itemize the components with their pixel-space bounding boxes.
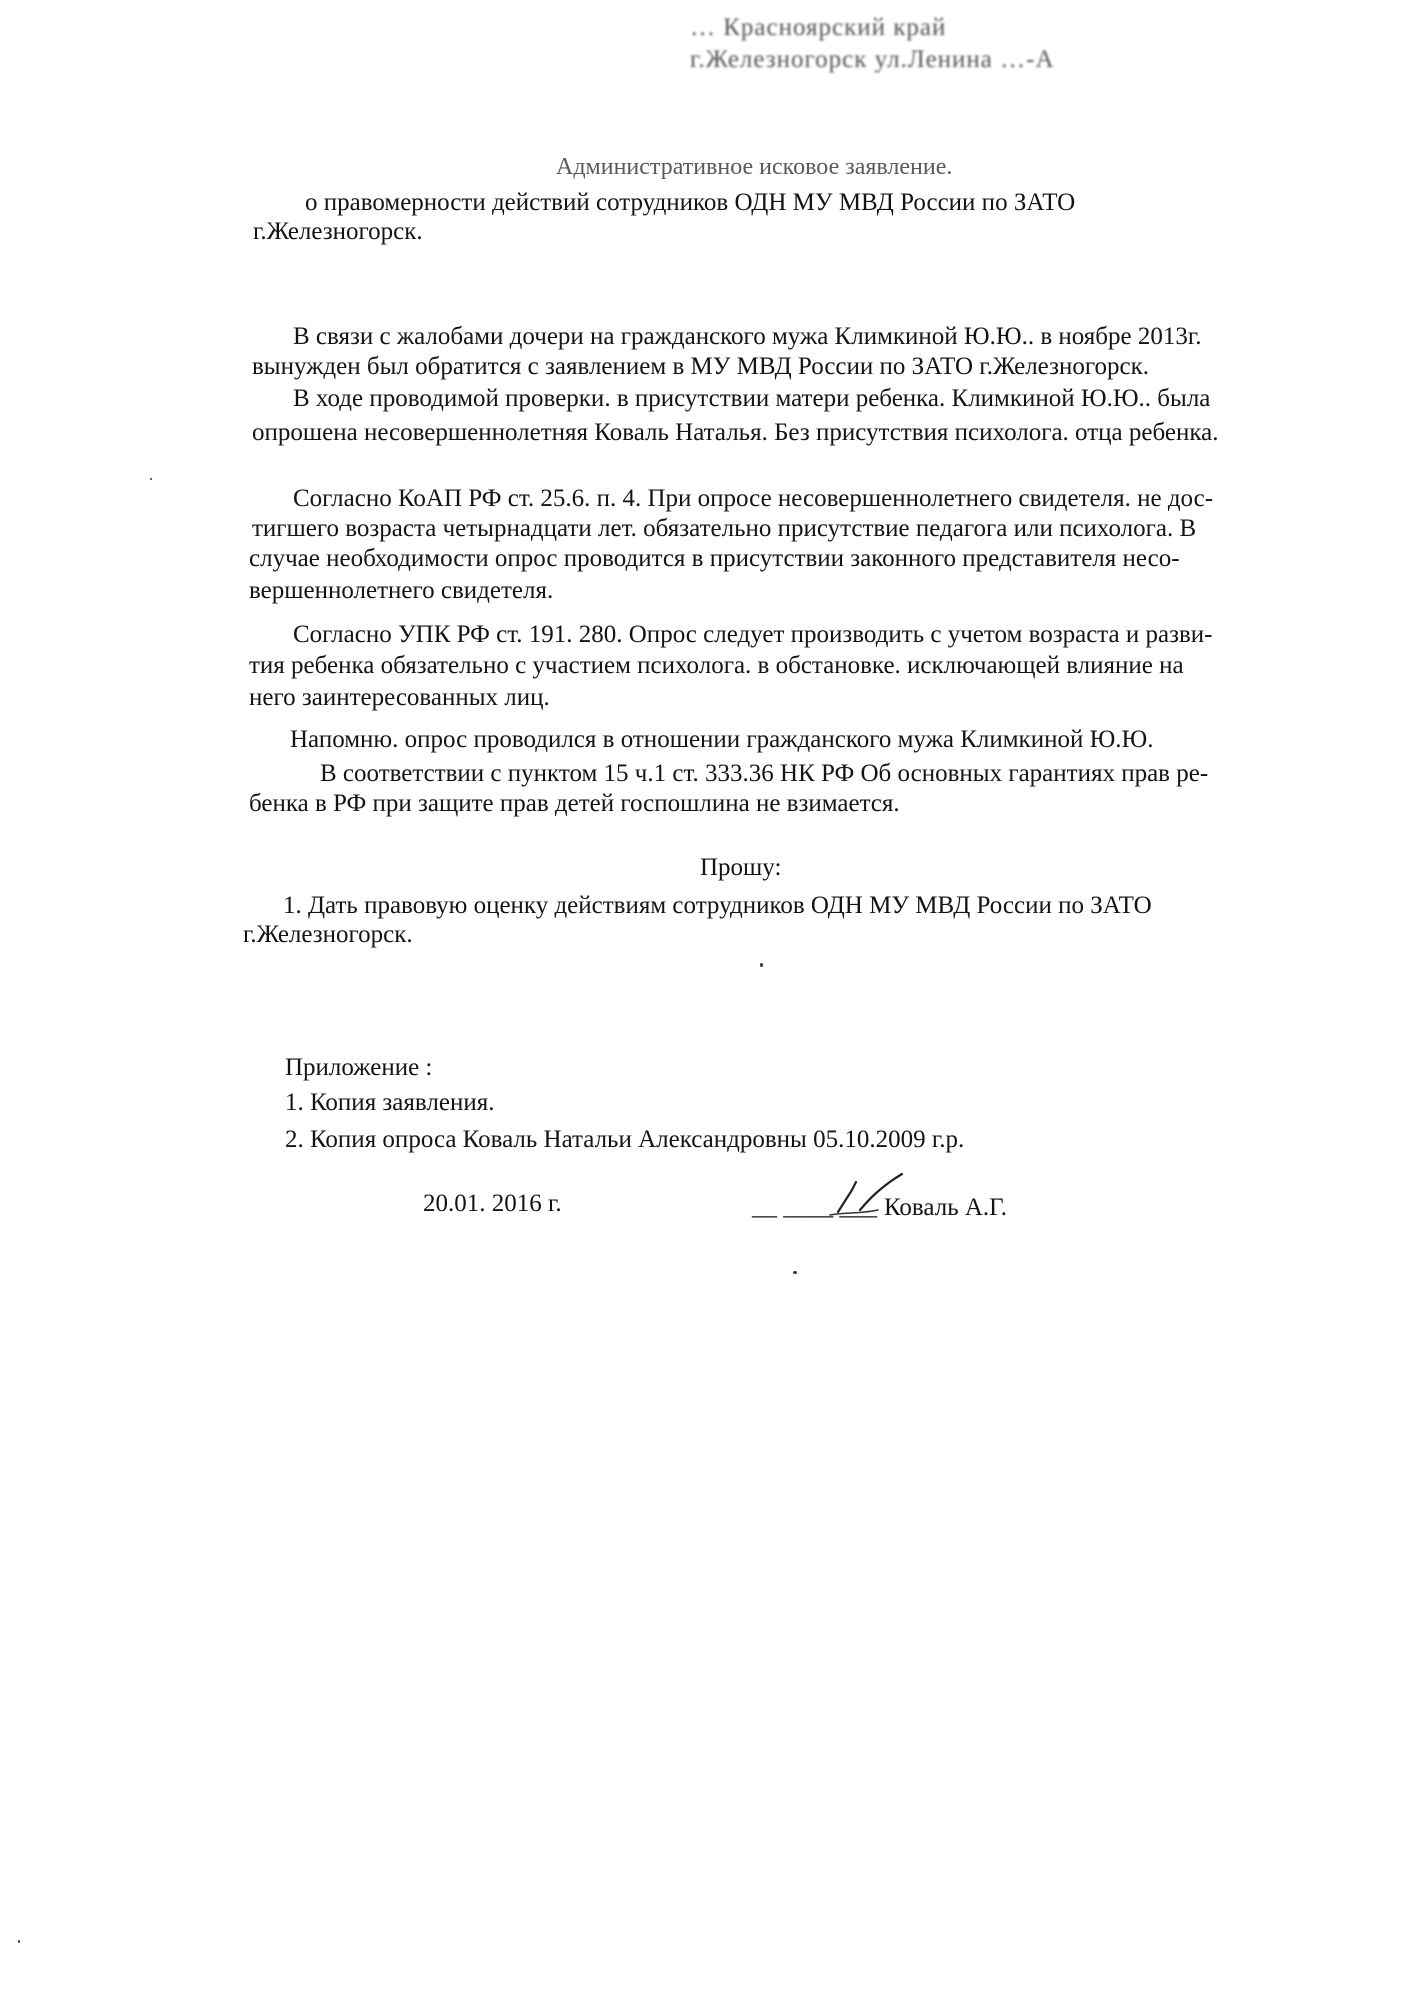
header-address-line-2: г.Железногорск ул.Ленина …-А — [690, 46, 1055, 73]
body-line: случае необходимости опрос проводится в присутствии законного представителя несо- — [249, 545, 1180, 572]
scan-speck — [760, 963, 763, 967]
body-line: него заинтересованных лиц. — [249, 684, 550, 711]
scan-speck — [150, 478, 152, 480]
body-line: опрошена несовершеннолетняя Коваль Наталья. Без присутствия психолога. отца ребенка. — [252, 419, 1219, 446]
body-line: Согласно КоАП РФ ст. 25.6. п. 4. При опросе несовершеннолетнего свидетеля. не дос- — [293, 485, 1214, 512]
request-heading: Прошу: — [700, 854, 782, 881]
body-line: бенка в РФ при защите прав детей госпошлина не взимается. — [249, 790, 900, 817]
scan-speck — [18, 1940, 20, 1943]
signer-name: Коваль А.Г. — [884, 1194, 1008, 1221]
body-line: Согласно УПК РФ ст. 191. 280. Опрос следует производить с учетом возраста и разви- — [293, 621, 1213, 648]
scan-speck — [793, 1271, 797, 1274]
body-line: тия ребенка обязательно с участием психолога. в обстановке. исключающей влияние на — [249, 652, 1184, 679]
body-line: Напомню. опрос проводился в отношении гражданского мужа Климкиной Ю.Ю. — [290, 726, 1154, 753]
signature-line: __ ____ ___ — [752, 1193, 877, 1220]
handwritten-signature — [790, 1160, 940, 1230]
document-subject-line-2: г.Железногорск. — [253, 218, 423, 245]
attachment-item: 1. Копия заявления. — [285, 1089, 495, 1116]
attachment-item: 2. Копия опроса Коваль Натальи Александровны 05.10.2009 г.р. — [285, 1126, 965, 1153]
body-line: В соответствии с пунктом 15 ч.1 ст. 333.36 НК РФ Об основных гарантиях прав ре- — [320, 760, 1209, 787]
body-line: вынужден был обратится с заявлением в МУ МВД России по ЗАТО г.Железногорск. — [252, 353, 1149, 380]
body-line: В ходе проводимой проверки. в присутствии матери ребенка. Климкиной Ю.Ю.. была — [293, 385, 1211, 412]
attachments-heading: Приложение : — [285, 1054, 433, 1081]
body-line: тигшего возраста четырнадцати лет. обязательно присутствие педагога или психолога. В — [252, 515, 1197, 542]
request-item-1: 1. Дать правовую оценку действиям сотрудников ОДН МУ МВД России по ЗАТО — [283, 892, 1152, 919]
document-subject-line-1: о правомерности действий сотрудников ОДН МУ МВД России по ЗАТО — [305, 189, 1076, 216]
body-line: вершеннолетнего свидетеля. — [249, 577, 554, 604]
document-date: 20.01. 2016 г. — [423, 1190, 562, 1217]
header-address-line-1: … Красноярский край — [690, 14, 947, 41]
body-line: В связи с жалобами дочери на гражданского мужа Климкиной Ю.Ю.. в ноябре 2013г. — [293, 323, 1202, 350]
document-title: Административное исковое заявление. — [556, 154, 953, 180]
request-item-1-continuation: г.Железногорск. — [243, 921, 413, 948]
